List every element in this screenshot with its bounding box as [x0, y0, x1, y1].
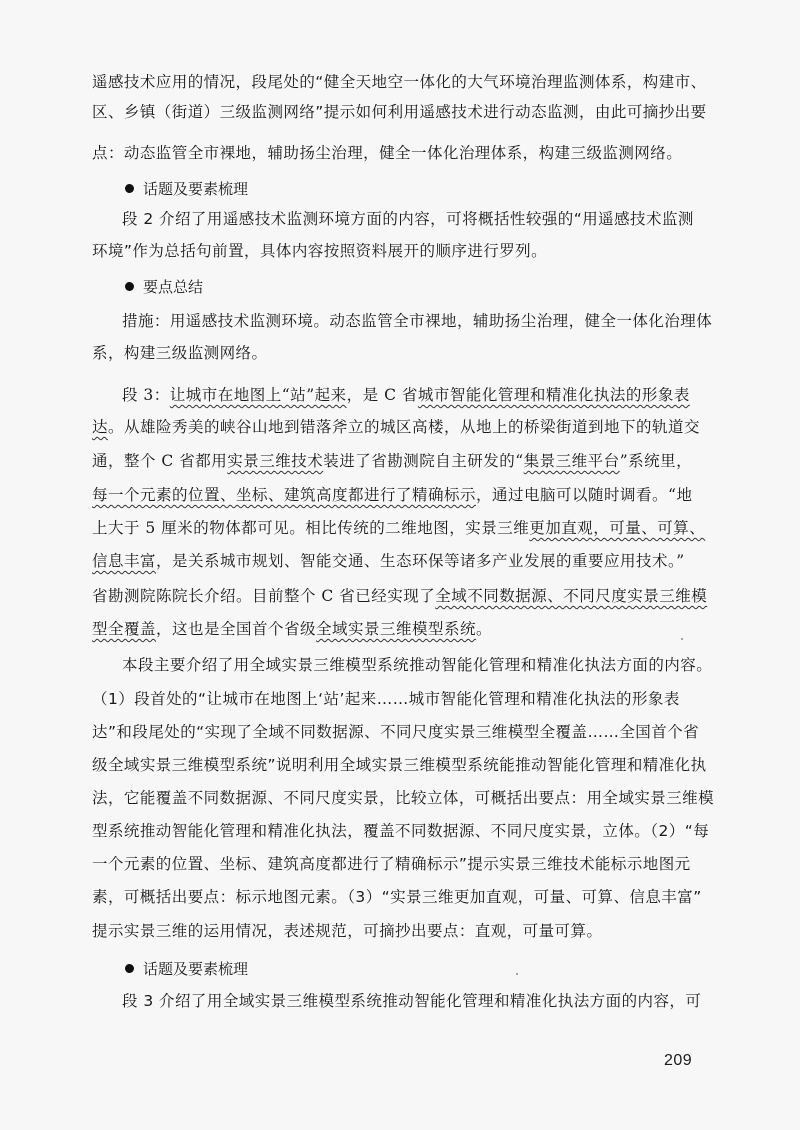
body-line: 法，它能覆盖不同数据源、不同尺度实景，比较立体，可概括出要点：用全域实景三维模 — [92, 789, 715, 807]
text-run: 。从雄险秀美的峡谷山地到错落斧立的城区高楼，从地上的桥梁街道到地下的轨道交 — [108, 418, 701, 436]
underlined-phrase: 型全覆盖 — [92, 620, 157, 638]
text-run: 通，整个 C 省都用 — [92, 452, 228, 470]
body-line: 级全域实景三维模型系统”说明利用全域实景三维模型系统能推动智能化管理和精准化执 — [92, 756, 707, 774]
underlined-phrase: 达 — [92, 418, 109, 436]
scan-speck — [516, 973, 518, 975]
body-line: 素，可概括出要点：标示地图元素。（3）“实景三维更加直观，可量、可算、信息丰富” — [92, 888, 702, 906]
underlined-phrase: 全域实景三维模型系统 — [316, 620, 477, 638]
bullet-icon — [125, 964, 134, 973]
body-line: 提示实景三维的运用情况，表述规范，可摘抄出要点：直观，可量可算。 — [92, 922, 603, 940]
source-line — [92, 484, 692, 506]
text-run: ，这也是全国首个省级 — [156, 620, 317, 638]
section-heading-text: 话题及要素梳理 — [143, 960, 249, 978]
section-heading-text: 要点总结 — [143, 278, 204, 296]
body-line: 本段主要介绍了用全域实景三维模型系统推动智能化管理和精准化执法方面的内容。 — [122, 656, 713, 674]
body-line: 措施：用遥感技术监测环境。动态监管全市裸地，辅助扬尘治理，健全一体化治理体 — [122, 312, 713, 330]
text-run: ”系统里， — [619, 452, 693, 470]
section-heading-text: 话题及要素梳理 — [143, 180, 249, 198]
underlined-phrase: 信息丰富 — [92, 552, 157, 570]
body-line: （1）段首处的“让城市在地图上‘站’起来……城市智能化管理和精准化执法的形象表 — [92, 690, 680, 708]
source-line — [92, 517, 705, 539]
body-line: 遥感技术应用的情况，段尾处的“健全天地空一体化的大气环境治理监测体系，构建市、 — [92, 73, 707, 91]
section-heading — [125, 178, 248, 200]
underlined-phrase: 更加直观，可量、可算、 — [529, 519, 706, 537]
body-line: 达”和段尾处的“实现了全域不同数据源、不同尺度实景三维模型全覆盖……全国首个省 — [92, 723, 700, 741]
body-line: 环境”作为总括句前置，具体内容按照资料展开的顺序进行罗列。 — [92, 242, 548, 260]
section-heading — [125, 276, 203, 298]
source-line — [92, 585, 707, 607]
text-run: 段 3： — [122, 386, 170, 404]
body-line: 系，构建三级监测网络。 — [92, 344, 268, 362]
source-line — [92, 450, 692, 472]
source-line — [122, 384, 690, 406]
underlined-phrase: 让城市在地图上“站”起来 — [169, 386, 347, 404]
bullet-icon — [125, 184, 134, 193]
underlined-phrase: 城市智能化管理和精准化执法的形象表 — [417, 386, 690, 404]
body-line: 点：动态监管全市裸地，辅助扬尘治理，健全一体化治理体系，构建三级监测网络。 — [92, 144, 683, 162]
text-run: 省勘测院陈院长介绍。目前整个 C 省已经实现了 — [92, 587, 436, 605]
body-line: 型系统推动智能化管理和精准化执法，覆盖不同数据源、不同尺度实景，立体。（2）“每 — [92, 822, 710, 840]
section-heading — [125, 958, 248, 980]
bullet-icon — [125, 282, 134, 291]
text-run: 装进了省勘测院自主研发的“ — [323, 452, 524, 470]
text-run: ，是关系城市规划、智能交通、生态环保等诸多产业发展的重要应用技术。” — [156, 552, 685, 570]
text-run: 上大于 5 厘米的物体都可见。相比传统的二维地图，实景三维 — [92, 519, 530, 537]
body-line: 段 3 介绍了用全域实景三维模型系统推动智能化管理和精准化执法方面的内容，可 — [122, 992, 702, 1010]
text-run: 。 — [476, 620, 493, 638]
text-run: ，是 C 省 — [346, 386, 418, 404]
text-run: ，通过电脑可以随时调看。“地 — [476, 486, 693, 504]
source-line — [92, 618, 492, 640]
body-line: 区、乡镇（街道）三级监测网络”提示如何利用遥感技术进行动态监测，由此可摘抄出要 — [92, 103, 707, 121]
underlined-phrase: 每一个元素的位置、坐标、建筑高度都进行了精确标示 — [92, 486, 477, 504]
source-line — [92, 550, 685, 572]
body-line: 段 2 介绍了用遥感技术监测环境方面的内容，可将概括性较强的“用遥感技术监测 — [122, 210, 694, 228]
page-number: 209 — [664, 1052, 693, 1069]
underlined-phrase: 实景三维技术 — [227, 452, 324, 470]
underlined-phrase: 全域不同数据源、不同尺度实景三维模 — [435, 587, 708, 605]
body-line: 一个元素的位置、坐标、建筑高度都进行了精确标示”提示实景三维技术能标示地图元 — [92, 855, 691, 873]
underlined-phrase: 集景三维平台 — [523, 452, 620, 470]
scan-speck — [681, 638, 683, 640]
source-line — [92, 416, 700, 438]
